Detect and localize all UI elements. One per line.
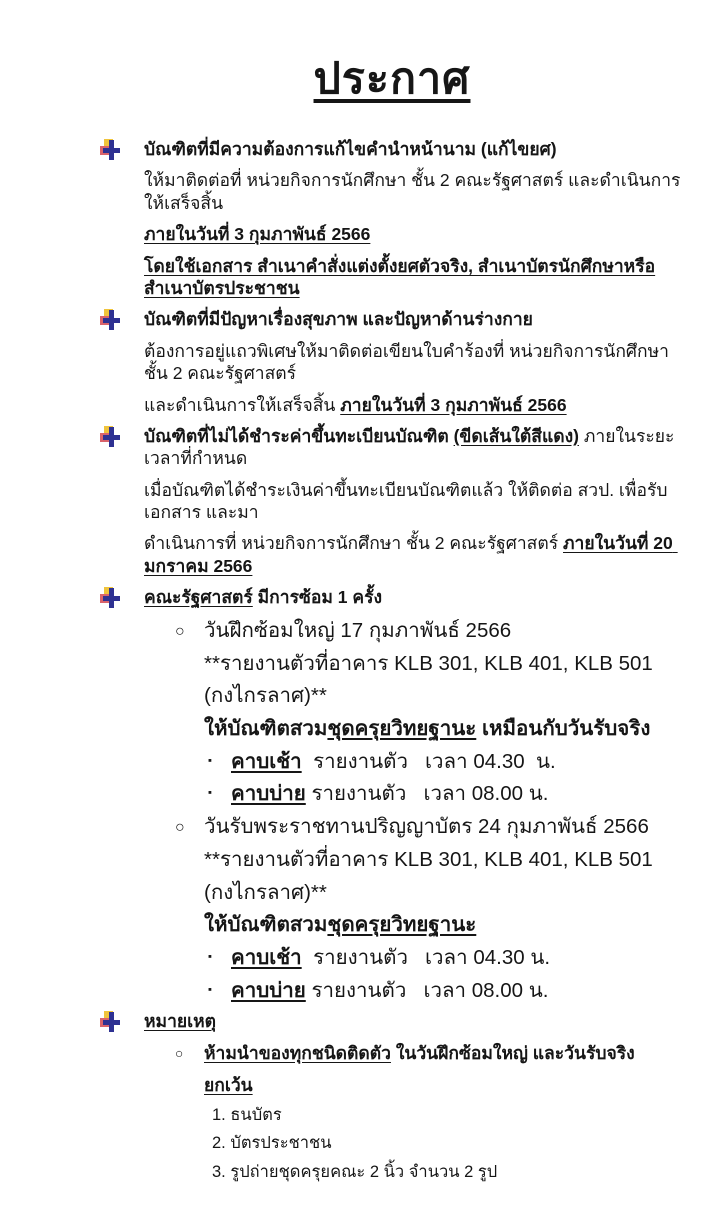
numbered-item (212, 1162, 684, 1183)
line-text (212, 1106, 282, 1124)
numbered-item (212, 1105, 684, 1126)
bullet-icon-part (103, 596, 120, 601)
text-run: ภายในวันที่ 20 มกราคม 2566 (144, 533, 678, 576)
line-text (231, 978, 548, 1005)
bullet-icon-part (103, 435, 120, 440)
text-run: รายงานตัว เวลา 04.30 น. (301, 946, 551, 970)
text-run: ให้มาติดต่อที่ หน่วยกิจการนักศึกษา ชั้น 2 คณะรัฐศาสตร์ และดำเนินการให้เสร็จสิ้น (144, 170, 681, 213)
text-run: ยกเว้น (204, 1074, 253, 1095)
text-run: **รายงานตัวที่อาคาร KLB 301, KLB 401, KLB 501 (204, 651, 653, 675)
text-run: รายงานตัว เวลา 08.00 น. (305, 978, 549, 1002)
colorful-plus-bullet-icon (100, 309, 122, 331)
text-run: คณะรัฐศาสตร์ (144, 587, 253, 608)
detail-line (204, 1074, 684, 1096)
text-run: คาบเช้า (231, 749, 302, 773)
square-bullet-marker: ▪ (208, 983, 212, 996)
text-run: โดยใช้เอกสาร สำเนาคำสั่งแต่งตั้งยศตัวจริง, สำเนาบัตรนักศึกษาหรือสำเนาบัตรประชาชน (144, 255, 656, 298)
text-run: 1. ธนบัตร (212, 1106, 282, 1125)
line-text (231, 945, 550, 972)
text-run: ดำเนินการที่ หน่วยกิจการนักศึกษา ชั้น 2 คณะรัฐศาสตร์ (144, 533, 563, 554)
text-run: ชุดครุยวิทยฐานะ (327, 913, 477, 937)
line-text (144, 395, 567, 415)
section-header-row (100, 138, 684, 169)
detail-line (144, 532, 684, 577)
line-text (204, 848, 653, 871)
bullet-icon-part (103, 148, 120, 153)
text-run: ภายในวันที่ 3 กุมภาพันธ์ 2566 (340, 394, 567, 415)
detail-line (144, 394, 684, 416)
section-header (144, 308, 684, 330)
detail-line (144, 223, 684, 245)
square-bullet-marker: ▪ (208, 951, 212, 964)
text-run: ภายในระยะเวลาที่กำหนด (144, 425, 675, 469)
line-text (204, 652, 653, 675)
sub-bullet-line (175, 1042, 684, 1065)
text-run: และดำเนินการให้เสร็จสิ้น (144, 394, 341, 415)
text-run: คาบบ่าย (231, 782, 306, 806)
sub-bullet-line (175, 618, 684, 645)
colorful-plus-bullet-icon (100, 1011, 122, 1033)
section-header-row (100, 1010, 684, 1041)
colorful-plus-bullet-icon (100, 139, 122, 161)
section-header-row (100, 308, 684, 339)
detail-line (204, 847, 684, 874)
line-text (204, 1075, 253, 1095)
square-bullet-marker: ▪ (208, 787, 212, 800)
text-run: เมื่อบัณฑิตได้ชำระเงินค่าขึ้นทะเบียนบัณฑิตแล้ว ให้ติดต่อ สวป. เพื่อรับเอกสาร และมา (144, 479, 668, 523)
line-text (204, 814, 649, 841)
session-bullet-line (208, 978, 684, 1005)
bullet-icon-part (103, 318, 120, 323)
session-bullet-line (208, 749, 684, 776)
square-bullet-marker: ▪ (208, 754, 212, 767)
colorful-plus-bullet-icon (100, 587, 122, 609)
text-run: (กงไกรลาศ)** (204, 684, 327, 708)
section-header-row (100, 425, 684, 479)
detail-line (204, 912, 684, 939)
text-run: ในวันฝึกซ้อมใหญ่ และวันรับจริง (390, 1042, 635, 1063)
line-text (212, 1163, 497, 1181)
detail-line (144, 340, 684, 385)
text-run: วันฝึกซ้อมใหญ่ 17 กุมภาพันธ์ 2566 (204, 618, 512, 642)
text-run: รายงานตัว เวลา 04.30 น. (301, 749, 556, 773)
text-run: เหมือนกับวันรับจริง (476, 717, 651, 741)
circle-bullet-marker: ○ (175, 622, 185, 640)
detail-line (204, 880, 684, 907)
numbered-item (212, 1133, 684, 1154)
detail-line (204, 716, 684, 743)
line-text (144, 533, 678, 575)
text-run: บัณฑิตที่ไม่ได้ชำระค่าขึ้นทะเบียนบัณฑิต (144, 425, 454, 446)
section-header (144, 425, 684, 470)
line-text (204, 913, 476, 936)
text-run: หมายเหตุ (144, 1011, 217, 1032)
line-text (144, 480, 667, 522)
colorful-plus-bullet-icon (100, 426, 122, 448)
text-run: 2. บัตรประชาชน (212, 1134, 332, 1153)
line-text (204, 618, 511, 645)
detail-line (204, 683, 684, 710)
text-run: คาบเช้า (231, 946, 302, 970)
text-run: (ขีดเส้นใต้สีแดง) (453, 425, 579, 446)
text-run: **รายงานตัวที่อาคาร KLB 301, KLB 401, KLB 501 (204, 848, 653, 872)
session-bullet-line (208, 781, 684, 808)
text-run: ห้ามนำของทุกชนิดติดตัว (204, 1042, 391, 1063)
detail-line (144, 255, 684, 300)
document-body (100, 138, 684, 1183)
text-run: รายงานตัว เวลา 08.00 น. (305, 782, 549, 806)
line-text (204, 1042, 635, 1064)
session-bullet-line (208, 945, 684, 972)
section-header (144, 138, 684, 160)
line-text (144, 341, 674, 383)
line-text (144, 170, 680, 212)
line-text (204, 881, 327, 904)
text-run: บัณฑิตที่มีปัญหาเรื่องสุขภาพ และปัญหาด้านร่างกาย (144, 309, 533, 330)
line-text (204, 717, 650, 740)
text-run: คาบบ่าย (231, 978, 306, 1002)
circle-bullet-marker: ○ (175, 819, 185, 837)
page-title: ประกาศ (313, 55, 471, 103)
detail-line (144, 169, 684, 214)
text-run: ให้บัณฑิตสวม (204, 717, 328, 741)
sub-bullet-line (175, 814, 684, 841)
detail-line (204, 651, 684, 678)
line-text (204, 684, 327, 707)
text-run: ชุดครุยวิทยฐานะ (327, 717, 477, 741)
text-run: บัณฑิตที่มีความต้องการแก้ไขคำนำหน้านาม (แก้ไขยศ) (144, 139, 557, 159)
bullet-icon-part (103, 1020, 120, 1025)
detail-line (144, 479, 684, 524)
circle-bullet-marker: ○ (175, 1045, 184, 1061)
section-header (144, 586, 684, 608)
text-run: มีการซ้อม 1 ครั้ง (252, 587, 383, 608)
line-text (212, 1134, 332, 1152)
text-run: 3. รูปถ่ายชุดครุยคณะ 2 นิ้ว จำนวน 2 รูป (212, 1162, 498, 1181)
line-text (231, 781, 548, 808)
text-run: ต้องการอยู่แถวพิเศษให้มาติดต่อเขียนใบคำร้องที่ หน่วยกิจการนักศึกษา ชั้น 2 คณะรัฐศาสตร์ (144, 340, 674, 384)
line-text (144, 256, 655, 298)
section-header-row (100, 586, 684, 617)
line-text (231, 749, 556, 776)
section-header (144, 1010, 684, 1032)
text-run: ภายในวันที่ 3 กุมภาพันธ์ 2566 (144, 224, 371, 245)
line-text (144, 224, 370, 244)
text-run: วันรับพระราชทานปริญญาบัตร 24 กุมภาพันธ์ 2566 (204, 815, 649, 839)
text-run: ให้บัณฑิตสวม (204, 913, 328, 937)
text-run: (กงไกรลาศ)** (204, 880, 327, 904)
